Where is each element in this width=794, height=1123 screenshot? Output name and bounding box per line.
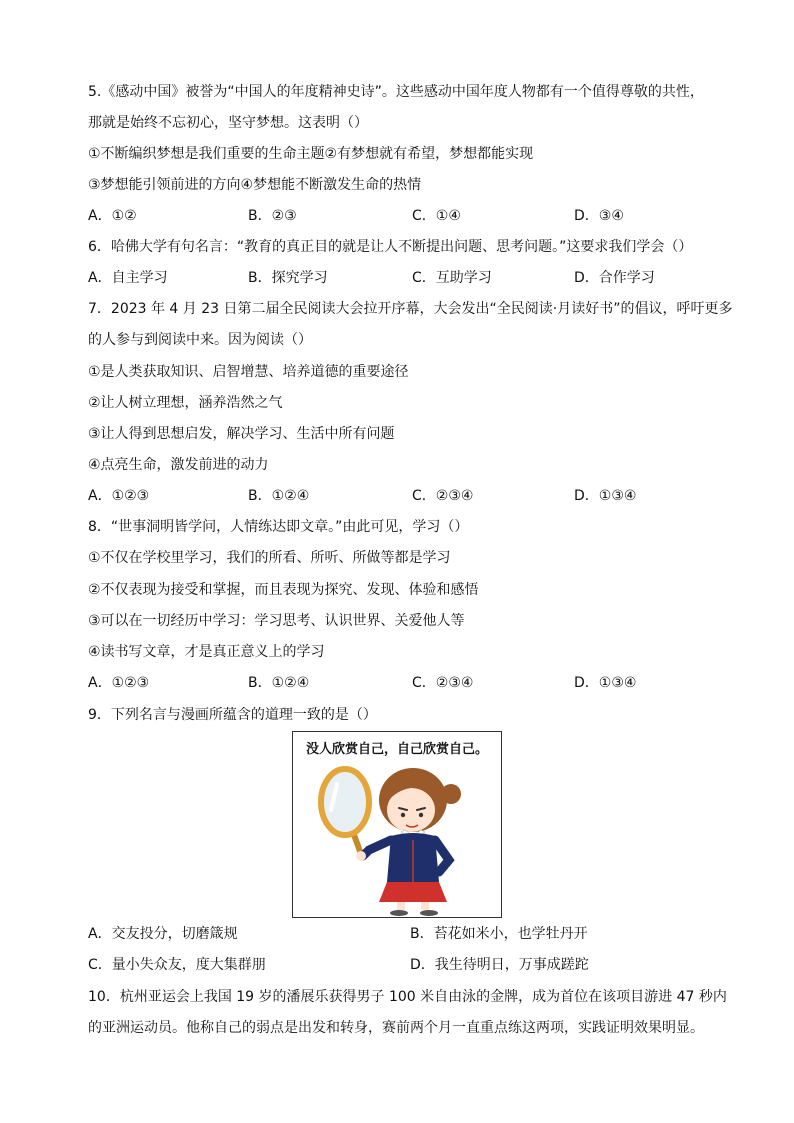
q5-stem-line2: 那就是始终不忘初心，坚守梦想。这表明（） [88, 115, 368, 131]
q6-option-c: C．互助学习 [412, 270, 492, 286]
q8-option-c: C．②③④ [412, 675, 474, 691]
q7-statement-1: ①是人类获取知识、启智增慧、培养道德的重要途径 [88, 364, 409, 380]
q5-statement-2: ③梦想能引领前进的方向④梦想能不断激发生命的热情 [88, 177, 422, 193]
q5-statement-1: ①不断编织梦想是我们重要的生命主题②有梦想就有希望，梦想都能实现 [88, 146, 534, 162]
q9-option-c: C．量小失众友，度大集群朋 [88, 957, 266, 973]
q7-option-d: D．①③④ [574, 488, 637, 504]
cartoon-illustration [293, 732, 501, 917]
q5-option-a: A．①② [88, 208, 137, 224]
q7-stem-line1: 7．2023 年 4 月 23 日第二届全民阅读大会拉开序幕，大会发出“全民阅读·月读好书”的倡议，呼吁更多 [88, 301, 733, 317]
q9-stem: 9．下列名言与漫画所蕴含的道理一致的是（） [88, 707, 377, 723]
q8-option-d: D．①③④ [574, 675, 637, 691]
q6-option-b: B．探究学习 [248, 270, 328, 286]
q7-statement-4: ④点亮生命，激发前进的动力 [88, 457, 269, 473]
cartoon-caption: 没人欣赏自己，自己欣赏自己。 [305, 742, 488, 757]
q7-option-a: A．①②③ [88, 488, 150, 504]
q9-option-b: B．苔花如米小，也学牡丹开 [410, 926, 588, 942]
q7-option-b: B．①②④ [248, 488, 310, 504]
cartoon-figure [292, 731, 502, 918]
q7-stem-line2: 的人参与到阅读中来。因为阅读（） [88, 332, 312, 348]
q8-statement-2: ②不仅表现为接受和掌握，而且表现为探究、发现、体验和感悟 [88, 582, 479, 598]
q5-option-d: D．③④ [574, 208, 624, 224]
q5-stem-line1: 5.《感动中国》被誉为“中国人的年度精神史诗”。这些感动中国年度人物都有一个值得尊敬的共性， [88, 84, 704, 100]
q8-option-b: B．①②④ [248, 675, 310, 691]
q6-option-d: D．合作学习 [574, 270, 655, 286]
q7-option-c: C．②③④ [412, 488, 474, 504]
q6-option-a: A．自主学习 [88, 270, 168, 286]
q9-option-d: D．我生待明日，万事成蹉跎 [410, 957, 589, 973]
q8-statement-4: ④读书写文章，才是真正意义上的学习 [88, 644, 325, 660]
q7-statement-3: ③让人得到思想启发，解决学习、生活中所有问题 [88, 426, 395, 442]
q6-stem: 6．哈佛大学有句名言：“教育的真正目的就是让人不断提出问题、思考问题。”这要求我们学会（） [88, 239, 693, 255]
q8-option-a: A．①②③ [88, 675, 150, 691]
q5-option-c: C．①④ [412, 208, 461, 224]
q7-statement-2: ②让人树立理想，涵养浩然之气 [88, 395, 283, 411]
q10-stem-line1: 10．杭州亚运会上我国 19 岁的潘展乐获得男子 100 米自由泳的金牌，成为首位在该项目游进 47 秒内 [88, 989, 727, 1005]
q9-option-a: A．交友投分，切磨箴规 [88, 926, 238, 942]
q8-statement-1: ①不仅在学校里学习，我们的所看、所听、所做等都是学习 [88, 550, 451, 566]
q5-option-b: B．②③ [248, 208, 297, 224]
q8-stem: 8．“世事洞明皆学问，人情练达即文章。”由此可见，学习（） [88, 519, 469, 535]
q10-stem-line2: 的亚洲运动员。他称自己的弱点是出发和转身，赛前两个月一直重点练这两项，实践证明效果明显。 [88, 1020, 704, 1036]
q8-statement-3: ③可以在一切经历中学习：学习思考、认识世界、关爱他人等 [88, 613, 465, 629]
magnifying-glass-icon [321, 769, 369, 854]
